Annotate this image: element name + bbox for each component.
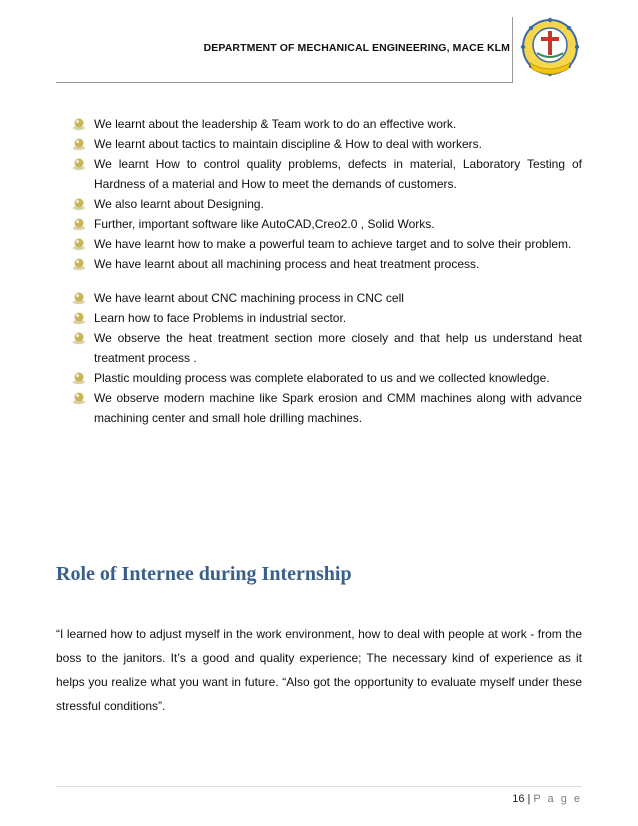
bullet-list: [72, 114, 582, 428]
bullet-icon: [72, 197, 86, 211]
list-item: [72, 214, 582, 234]
list-item-text: We have learnt how to make a powerful team to achieve target and to solve their problem.: [94, 237, 572, 251]
list-item: [72, 288, 582, 308]
list-item-text: We have learnt about CNC machining process in CNC cell: [94, 291, 404, 305]
department-title: DEPARTMENT OF MECHANICAL ENGINEERING, MACE KLM: [203, 42, 510, 54]
bullet-icon: [72, 311, 86, 325]
bullet-icon: [72, 117, 86, 131]
list-item: [72, 234, 582, 254]
page-number: 16: [512, 793, 525, 805]
college-emblem-icon: [520, 17, 580, 79]
list-item-text: We observe the heat treatment section more closely and that help us understand heat treatment process .: [94, 331, 582, 365]
list-item-text: We also learnt about Designing.: [94, 197, 264, 211]
list-item-text: We learnt How to control quality problems, defects in material, Laboratory Testing of Hardness of a material and How to meet the demands of customers.: [94, 157, 582, 191]
bullet-icon: [72, 217, 86, 231]
bullet-icon: [72, 257, 86, 271]
list-item: [72, 134, 582, 154]
footer-separator: |: [527, 793, 531, 805]
bullet-icon: [72, 331, 86, 345]
page-footer: [380, 793, 582, 805]
list-item-text: We learnt about tactics to maintain discipline & How to deal with workers.: [94, 137, 482, 151]
list-item: [72, 328, 582, 368]
bullet-icon: [72, 291, 86, 305]
footer-rule: [56, 786, 582, 787]
header-divider: [512, 17, 513, 83]
list-item: [72, 388, 582, 428]
list-item: [72, 254, 582, 274]
bullet-icon: [72, 391, 86, 405]
list-item-text: Learn how to face Problems in industrial sector.: [94, 311, 347, 325]
list-item-text: We learnt about the leadership & Team work to do an effective work.: [94, 117, 457, 131]
bullet-icon: [72, 237, 86, 251]
list-item-text: We observe modern machine like Spark erosion and CMM machines along with advance machining center and small hole drilling machines.: [94, 391, 582, 425]
list-item: [72, 154, 582, 194]
list-item: [72, 368, 582, 388]
section-paragraph: “I learned how to adjust myself in the work environment, how to deal with people at work - from the boss to the janitors. It’s a good and quality experience; The necessary kind of experience as it helps you realize what you want in future. “Also got the opportunity to evaluate myself under these stressful conditions”.: [56, 627, 582, 713]
bullet-icon: [72, 157, 86, 171]
section-heading: Role of Internee during Internship: [56, 563, 352, 585]
list-item: [72, 114, 582, 134]
page-label: P a g e: [533, 793, 582, 805]
list-item: [72, 308, 582, 328]
list-item-text: Plastic moulding process was complete elaborated to us and we collected knowledge.: [94, 371, 550, 385]
bullet-icon: [72, 137, 86, 151]
list-item: [72, 194, 582, 214]
header-rule: [56, 82, 513, 83]
list-item-text: We have learnt about all machining process and heat treatment process.: [94, 257, 480, 271]
bullet-icon: [72, 371, 86, 385]
list-item-text: Further, important software like AutoCAD,Creo2.0 , Solid Works.: [94, 217, 435, 231]
